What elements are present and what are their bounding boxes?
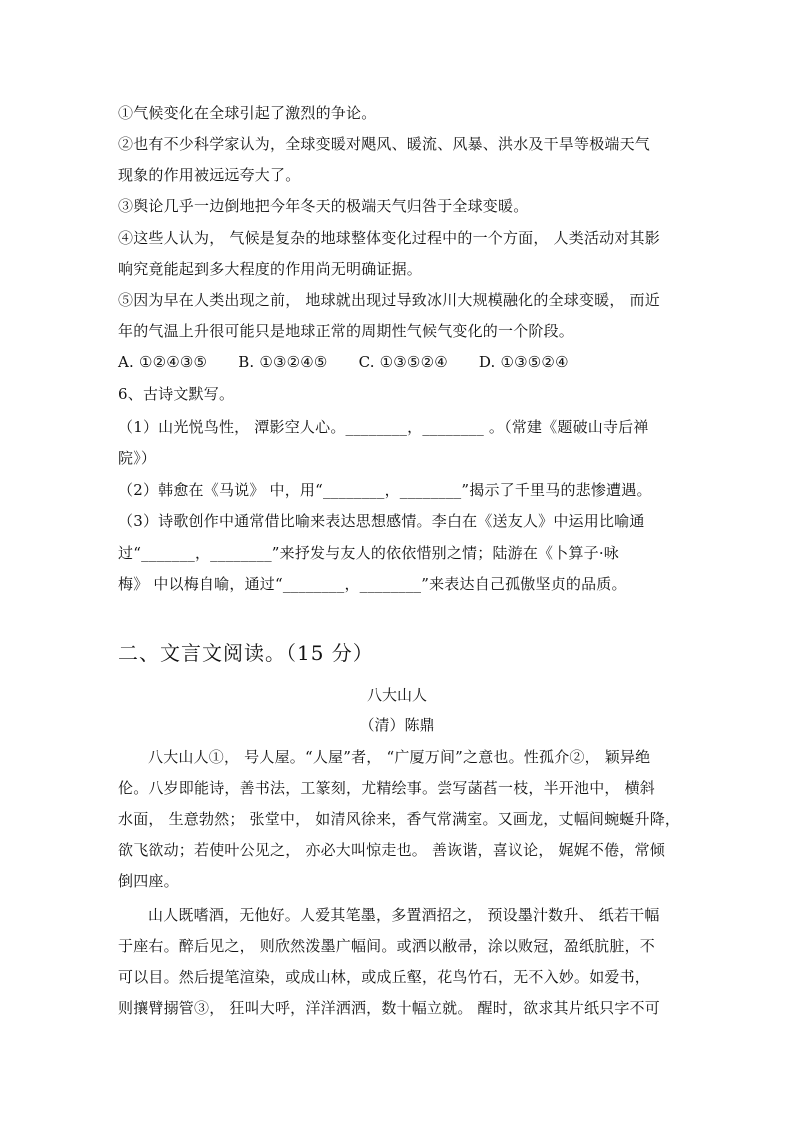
poem-question-line: 梅》 中以梅自喻，通过“________，________”来表达自己孤傲坚贞的品质。 [118, 575, 627, 593]
section-heading: 二、文言文阅读。（15 分） [118, 641, 374, 665]
poem-question-line: 过“_______，________”来抒发与友人的依依惜别之情；陆游在《卜算子·咏 [118, 544, 620, 562]
option-a[interactable]: A. ①②④③⑤ [118, 353, 208, 371]
poem-question-line: （1）山光悦鸟性， 潭影空人心。________，________ 。（常建《题破山寺后禅 [118, 418, 649, 436]
passage-title: 八大山人 [366, 686, 427, 704]
statement-line: 响究竟能起到多大程度的作用尚无明确证据。 [118, 260, 423, 278]
passage-line: 倒四座。 [118, 872, 179, 890]
passage-line: 伦。八岁即能诗，善书法，工篆刻，尤精绘事。尝写菡萏一枝，半开池中， 横斜 [118, 779, 655, 797]
statement-line: 年的气温上升很可能只是地球正常的周期性气候气变化的一个阶段。 [118, 322, 575, 340]
statement-line: ⑤因为早在人类出现之前， 地球就出现过导致冰川大规模融化的全球变暖， 而近 [118, 291, 660, 309]
poem-question-line: （3）诗歌创作中通常借比喻来表达思想感情。李白在《送友人》中运用比喻通 [118, 512, 645, 530]
passage-line: 山人既嗜酒，无他好。人爱其笔墨，多置酒招之， 预设墨汁数升、 纸若干幅 [148, 906, 660, 924]
passage-line: 八大山人①， 号人屋。“人屋”者， “广厦万间”之意也。性孤介②， 颖异绝 [148, 748, 651, 766]
question-6-title: 6、古诗文默写。 [118, 385, 235, 403]
statement-line: ①气候变化在全球引起了激烈的争论。 [118, 104, 377, 122]
option-b[interactable]: B. ①③②④⑤ [238, 353, 328, 371]
passage-line: 水面， 生意勃然； 张堂中， 如清风徐来，香气常满室。又画龙，丈幅间蜿蜒升降， [118, 810, 681, 828]
option-d[interactable]: D. ①③⑤②④ [478, 353, 569, 371]
answer-options [118, 352, 678, 372]
passage-line: 于座右。醉后见之， 则欣然泼墨广幅间。或洒以敝帚，涂以败冠，盈纸肮脏，不 [118, 937, 655, 955]
statement-line: ③舆论几乎一边倒地把今年冬天的极端天气归咎于全球变暖。 [118, 197, 529, 215]
passage-author: （清）陈鼎 [359, 716, 435, 734]
statement-line: 现象的作用被远远夸大了。 [118, 166, 301, 184]
passage-line: 则攘臂搦管③， 狂叫大呼，洋洋洒洒，数十幅立就。 醒时，欲求其片纸只字不可 [118, 999, 660, 1017]
statement-line: ②也有不少科学家认为，全球变暖对飓风、暖流、风暴、洪水及干旱等极端天气 [118, 135, 651, 153]
statement-line: ④这些人认为， 气候是复杂的地球整体变化过程中的一个方面， 人类活动对其影 [118, 229, 660, 247]
poem-question-line: 院》） [118, 449, 157, 467]
option-c[interactable]: C. ①③⑤②④ [358, 353, 448, 371]
poem-question-line: （2）韩愈在《马说》 中，用“________，________”揭示了千里马的悲惨遭遇。 [118, 481, 652, 499]
passage-line: 可以目。然后提笔渲染，或成山林，或成丘壑，花鸟竹石，无不入妙。如爱书， [118, 968, 651, 986]
passage-line: 欲飞欲动；若使叶公见之， 亦必大叫惊走也。 善诙谐，喜议论， 娓娓不倦，常倾 [118, 841, 665, 859]
